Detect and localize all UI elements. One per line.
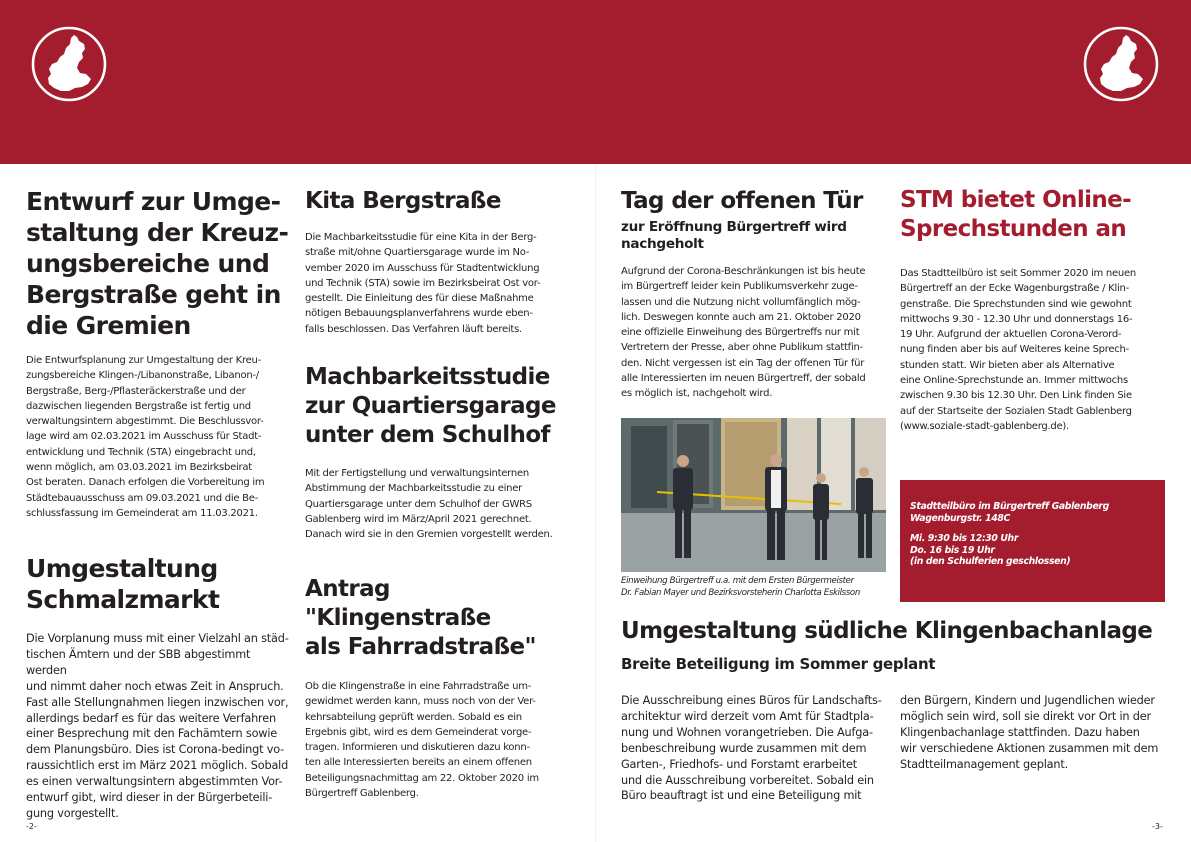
article-title: Entwurf zur Umge- staltung der Kreuz- ungsbereiche und Bergstraße geht in die Gremien [26,187,289,340]
page-number: -3- [1152,822,1163,831]
page-gutter [595,164,596,842]
office-hours: Mi. 9:30 bis 12:30 Uhr Do. 16 bis 19 Uhr (in den Schulferien geschlossen) [910,533,1071,567]
article-body: Das Stadtteilbüro ist seit Sommer 2020 im neuen Bürgertreff an der Ecke Wagenburgstraße / Klin- genstraße. Die Sprechstunden sind wie gewohnt mittwochs 9.30 - 12.30 Uhr und donnerstags 16- 19 Uhr. Aufgrund der aktuellen Corona-Verord- nung finden aber bis auf Weiteres keine Sprech- stunden statt. Wir bieten aber als Alternative eine Online-Sprechstunde an. Immer mittwochs zwischen 9.30 bis 12.30 Uhr. Den Link finden Sie auf der Startseite der Sozialen Stadt Gablenberg (www.soziale-stadt-gablenberg.de). [900,268,1136,432]
opening-ceremony-photo [621,418,886,572]
article-body: Die Machbarkeitsstudie für eine Kita in der Berg- straße mit/ohne Quartiersgarage wurde im No- vember 2020 im Ausschuss für Stadtentwicklung und Technik (STA) sowie im Bezirksbeirat Ost vor- gestellt. Die Einleitung des für diese Maßnahme nötigen Bebauungsplanverfahrens wurde eben- falls beschlossen. Das Verfahren läuft bereits. [305,232,541,335]
article-schmalzmarkt [26,553,291,822]
article-body: Mit der Fertigstellung und verwaltungsinternen Abstimmung der Machbarkeitsstudie zu einer Quartiersgarage unter dem Schulhof der GWRS Gablenberg wird im März/April 2021 gerechnet. Danach wird sie in den Gremien vorgestellt werden. [305,468,553,541]
article-subtitle: Breite Beteiligung im Sommer geplant [621,655,936,673]
article-title: Kita Bergstraße [305,188,501,214]
article-title: Machbarkeitsstudie zur Quartiersgarage unter dem Schulhof [305,364,556,448]
page-number: -2- [26,822,37,831]
office-hours-box [900,480,1165,602]
district-map-logo-icon [1082,25,1160,103]
header-banner [0,0,1191,164]
article-tag-der-offenen-tuer [621,187,891,402]
article-kita-bergstrasse [305,187,570,337]
article-body: Die Vorplanung muss mit einer Vielzahl an städ- tischen Ämtern und der SBB abgestimmt werden und nimmt daher noch etwas Zeit in Anspruch. Fast alle Stellungnahmen liegen inzwischen vor, allerdings bedarf es für das weitere Verfahren einer Besprechung mit den Fachämtern sowie dem Planungsbüro. Dies ist Corona-bedingt vo- raussichtlich erst im März 2021 möglich. Sobald es einen verwaltungsintern abgestimmten Vor- entwurf gibt, wird dieser in der Bürgerbeteili- gung vorgestellt. [26,632,289,820]
photo-caption: Einweihung Bürgertreff u.a. mit dem Ersten Bürgermeister Dr. Fabian Mayer und Bezirksvorsteherin Charlotta Eskilsson [621,576,860,598]
article-fahrradstrasse [305,575,570,801]
article-subtitle: zur Eröffnung Bürgertreff wird nachgeholt [621,219,847,252]
article-title: Tag der offenen Tür [621,188,863,214]
article-body: Aufgrund der Corona-Beschränkungen ist bis heute im Bürgertreff leider kein Publikumsverkehr zuge- lassen und die Nutzung nicht vollumfänglich mög- lich. Deswegen konnte auch am 21. Oktober 2020 eine offizielle Einweihung des Bürgertreffs nur mit Vertretern der Presse, aber ohne Publikum stattfin- den. Nicht vergessen ist ein Tag der offenen Tür für alle Interessierten im neuen Bürgertreff, der sobald es möglich ist, nachgeholt wird. [621,266,866,400]
article-body: Ob die Klingenstraße in eine Fahrradstraße um- gewidmet werden kann, muss noch von der Ver- kehrsabteilung geprüft werden. Sobald es ein Ergebnis gibt, wird es dem Gemeinderat vorge- tragen. Informieren und diskutieren dazu konn- ten alle Interessierten bereits an einem offenen Beteiligungsnachmittag am 22. Oktober 2020 im Bürgertreff Gablenberg. [305,681,539,800]
district-map-logo-icon [30,25,108,103]
office-address: Stadtteilbüro im Bürgertreff Gablenberg Wagenburgstr. 148C [910,501,1109,524]
article-body-column-1: Die Ausschreibung eines Büros für Landschafts- architektur wird derzeit vom Amt für Stadtpla- nung und Wohnen vorangetrieben. Die Aufga- benbeschreibung wurde zusammen mit dem Garten-, Friedhofs- und Forstamt erarbeitet und die Ausschreibung vorbereitet. Sobald ein Büro beauftragt ist und eine Beteiligung mit [621,694,882,803]
article-quartiersgarage [305,363,570,542]
article-online-sprechstunden [900,186,1166,434]
article-body-column-2: den Bürgern, Kindern und Jugendlichen wieder möglich sein wird, soll sie direkt vor Ort in der Klingenbachanlage stattfinden. Dazu haben wir verschiedene Aktionen zusammen mit dem Stadtteilmanagement geplant. [900,694,1159,771]
article-klingenbachanlage [621,617,1166,674]
article-title: Umgestaltung Schmalzmarkt [26,554,220,614]
article-title: STM bietet Online- Sprechstunden an [900,187,1132,242]
article-title: Antrag "Klingenstraße als Fahrradstraße" [305,576,536,660]
article-kreuzungsbereiche [26,186,291,521]
article-title: Umgestaltung südliche Klingenbachanlage [621,618,1153,644]
article-body: Die Entwurfsplanung zur Umgestaltung der Kreu- zungsbereiche Klingen-/Libanonstraße, Libanon-/ Bergstraße, Berg-/Pflasteräckerstraße und der dazwischen liegenden Bergstraße ist fertig und verwaltungsintern abgestimmt. Die Beschlussvor- lage wird am 02.03.2021 im Ausschuss für Stadt- entwicklung und Technik (STA) eingebracht und, wenn möglich, am 03.03.2021 im Bezirksbeirat Ost beraten. Danach erfolgen die Vorbereitung im Städtebauausschuss am 09.03.2021 und die Be- schlussfassung im Gemeinderat am 11.03.2021. [26,355,265,519]
